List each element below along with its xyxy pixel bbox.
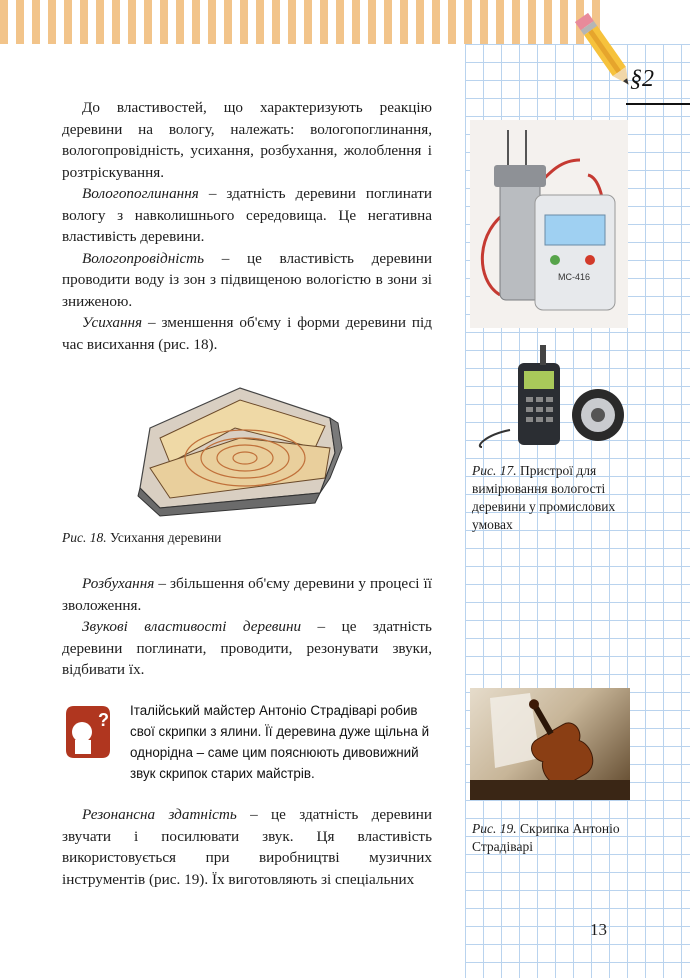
info-text: Італійський майстер Антоніо Страдіварі робив свої скрипки з ялини. Її деревина дуже щільна й однорідна – саме цим пояснюють дивовижний звук скрипок старих майстрів. <box>130 703 430 781</box>
decorative-stripes <box>0 0 600 44</box>
paragraph: Звукові властивості деревини – це здатність деревини поглинати, проводити, резонувати звуки, відбивати їх. <box>62 618 432 678</box>
fig18-caption: Рис. 18. Усихання деревини <box>62 530 222 545</box>
device-model-label: MC-416 <box>557 272 591 282</box>
svg-text:?: ? <box>98 710 109 730</box>
handheld-meter-photo <box>470 335 630 453</box>
paragraph: Розбухання – збільшення об'єму деревини у процесі її зволоження. <box>62 575 432 614</box>
pencil-icon <box>575 6 635 96</box>
section-number: §2 <box>630 66 654 92</box>
text-block-bottom <box>62 804 432 890</box>
paragraph: Вологопоглинання – здатність деревини поглинати вологу з навколишнього середовища. Це негативна властивість деревини. <box>62 185 432 245</box>
text-block-middle <box>62 573 432 681</box>
paragraph: Вологопровідність – це властивість деревини проводити воду із зон з підвищеною вологістю в зони зі зниженою. <box>62 249 432 310</box>
moisture-meter-photo <box>470 120 628 328</box>
page-number: 13 <box>590 920 607 939</box>
violin-photo <box>470 688 630 800</box>
thinking-person-icon <box>62 702 114 762</box>
paragraph: Усихання – зменшення об'єму і форми деревини під час висихання (рис. 18). <box>62 314 432 353</box>
paragraph: Резонансна здатність – це здатність деревини звучати і посилювати звук. Ця властивість використовується при виробництві музичних інструментів (рис. 19). Їх виготовляють зі спеціальних <box>62 806 432 888</box>
fig17-caption: Рис. 17. Пристрої для вимірювання вологості деревини у промислових умовах <box>472 463 616 532</box>
text-block-top <box>62 97 432 355</box>
paragraph: До властивостей, що характеризують реакцію деревини на вологу, належать: вологопоглинання, вологопровідність, усихання, розбухання, жолоблення і розтріскування. <box>62 99 432 181</box>
section-underline <box>626 103 690 105</box>
wood-shrinkage-illustration <box>130 378 350 518</box>
info-box <box>62 698 432 790</box>
fig19-caption: Рис. 19. Скрипка Антоніо Страдіварі <box>472 821 620 854</box>
